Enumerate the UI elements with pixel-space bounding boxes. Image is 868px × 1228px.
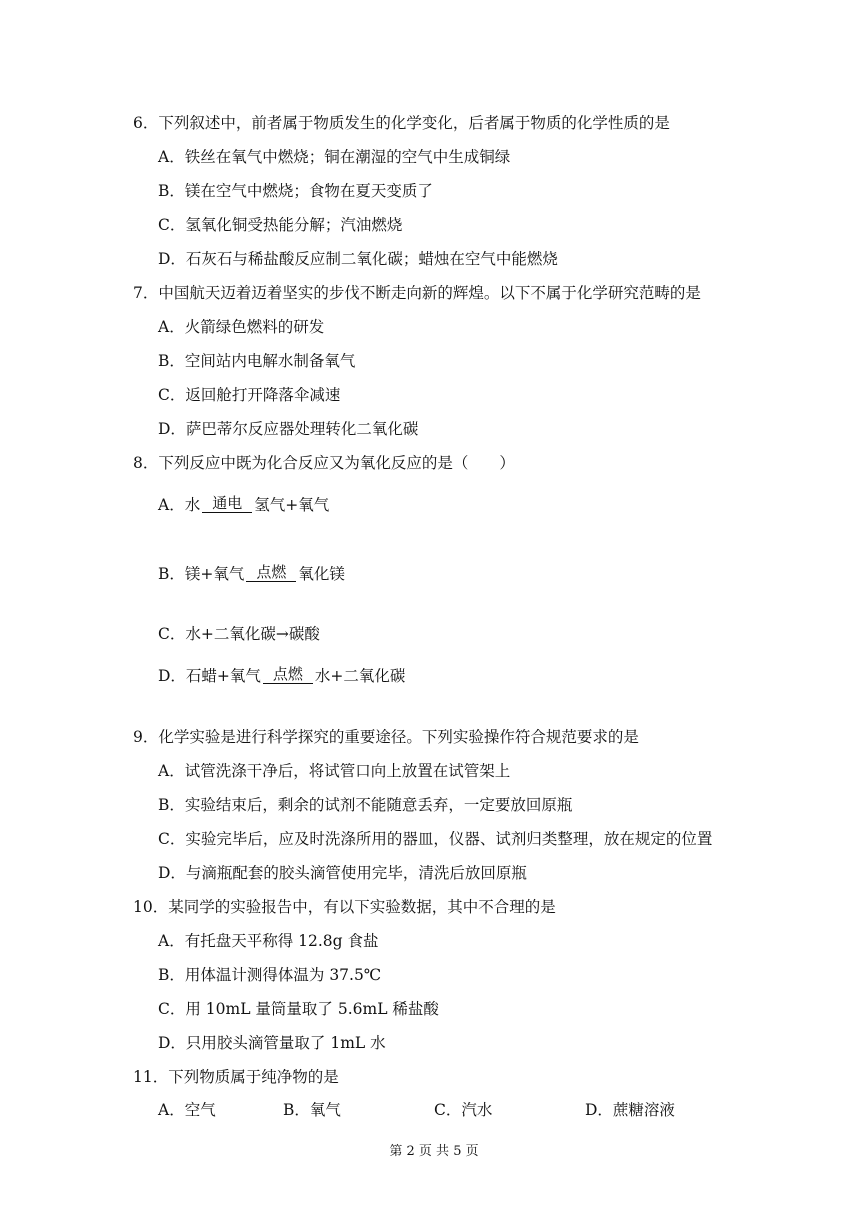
question-10-option-a: A．有托盘天平称得 12.8g 食盐 xyxy=(158,932,379,950)
reaction-arrow xyxy=(246,563,296,584)
question-7-option-c: C．返回舱打开降落伞减速 xyxy=(158,386,341,404)
reaction-reactants: D．石蜡+氧气 xyxy=(158,667,261,685)
question-11-stem: 11．下列物质属于纯净物的是 xyxy=(133,1068,339,1086)
reaction-reactants: A．水 xyxy=(158,496,201,514)
question-9-option-d: D．与滴瓶配套的胶头滴管使用完毕，清洗后放回原瓶 xyxy=(158,864,527,882)
reaction-products: 水+二氧化碳 xyxy=(314,667,406,685)
question-10-option-c: C．用 10mL 量筒量取了 5.6mL 稀盐酸 xyxy=(158,1000,439,1018)
question-8-option-a xyxy=(158,494,329,515)
question-7-option-b: B．空间站内电解水制备氧气 xyxy=(158,352,356,370)
question-11-option-c: C．汽水 xyxy=(434,1101,493,1119)
question-9-stem: 9．化学实验是进行科学探究的重要途径。下列实验操作符合规范要求的是 xyxy=(133,728,639,746)
question-6-stem: 6．下列叙述中，前者属于物质发生的化学变化，后者属于物质的化学性质的是 xyxy=(133,114,670,132)
question-6-option-d: D．石灰石与稀盐酸反应制二氧化碳；蜡烛在空气中能燃烧 xyxy=(158,250,558,268)
question-6-option-c: C．氢氧化铜受热能分解；汽油燃烧 xyxy=(158,216,403,234)
reaction-arrow xyxy=(263,665,313,686)
question-9-option-a: A．试管洗涤干净后，将试管口向上放置在试管架上 xyxy=(158,762,511,780)
question-7-stem: 7．中国航天迈着迈着坚实的步伐不断走向新的辉煌。以下不属于化学研究范畴的是 xyxy=(133,284,701,302)
question-6-option-b: B．镁在空气中燃烧；食物在夏天变质了 xyxy=(158,182,433,200)
question-10-option-b: B．用体温计测得体温为 37.5℃ xyxy=(158,966,382,984)
question-9-option-c: C．实验完毕后，应及时洗涤所用的器皿，仪器、试剂归类整理，放在规定的位置 xyxy=(158,830,713,848)
question-6-option-a: A．铁丝在氧气中燃烧；铜在潮湿的空气中生成铜绿 xyxy=(158,148,511,166)
reaction-condition: 点燃 xyxy=(256,563,287,581)
reaction-condition: 通电 xyxy=(212,494,243,512)
question-7-option-d: D．萨巴蒂尔反应器处理转化二氧化碳 xyxy=(158,420,419,438)
question-8-stem: 8．下列反应中既为化合反应又为氧化反应的是（ ） xyxy=(133,454,515,472)
reaction-arrow xyxy=(202,494,252,515)
question-11-option-b: B．氧气 xyxy=(283,1101,341,1119)
question-11-option-d: D．蔗糖溶液 xyxy=(585,1101,675,1119)
page-footer: 第 2 页 共 5 页 xyxy=(389,1144,479,1159)
question-8-option-b xyxy=(158,563,345,584)
question-10-stem: 10．某同学的实验报告中，有以下实验数据，其中不合理的是 xyxy=(133,898,556,916)
question-9-option-b: B．实验结束后，剩余的试剂不能随意丢弃，一定要放回原瓶 xyxy=(158,796,573,814)
question-8-option-d xyxy=(158,665,405,686)
reaction-reactants: B．镁+氧气 xyxy=(158,565,245,583)
question-11-option-a: A．空气 xyxy=(158,1101,216,1119)
reaction-products: 氢气+氧气 xyxy=(254,496,330,514)
question-10-option-d: D．只用胶头滴管量取了 1mL 水 xyxy=(158,1034,386,1052)
question-8-option-c: C．水+二氧化碳→碳酸 xyxy=(158,625,320,643)
reaction-products: 氧化镁 xyxy=(298,565,345,583)
question-7-option-a: A．火箭绿色燃料的研发 xyxy=(158,318,325,336)
reaction-condition: 点燃 xyxy=(272,665,303,683)
